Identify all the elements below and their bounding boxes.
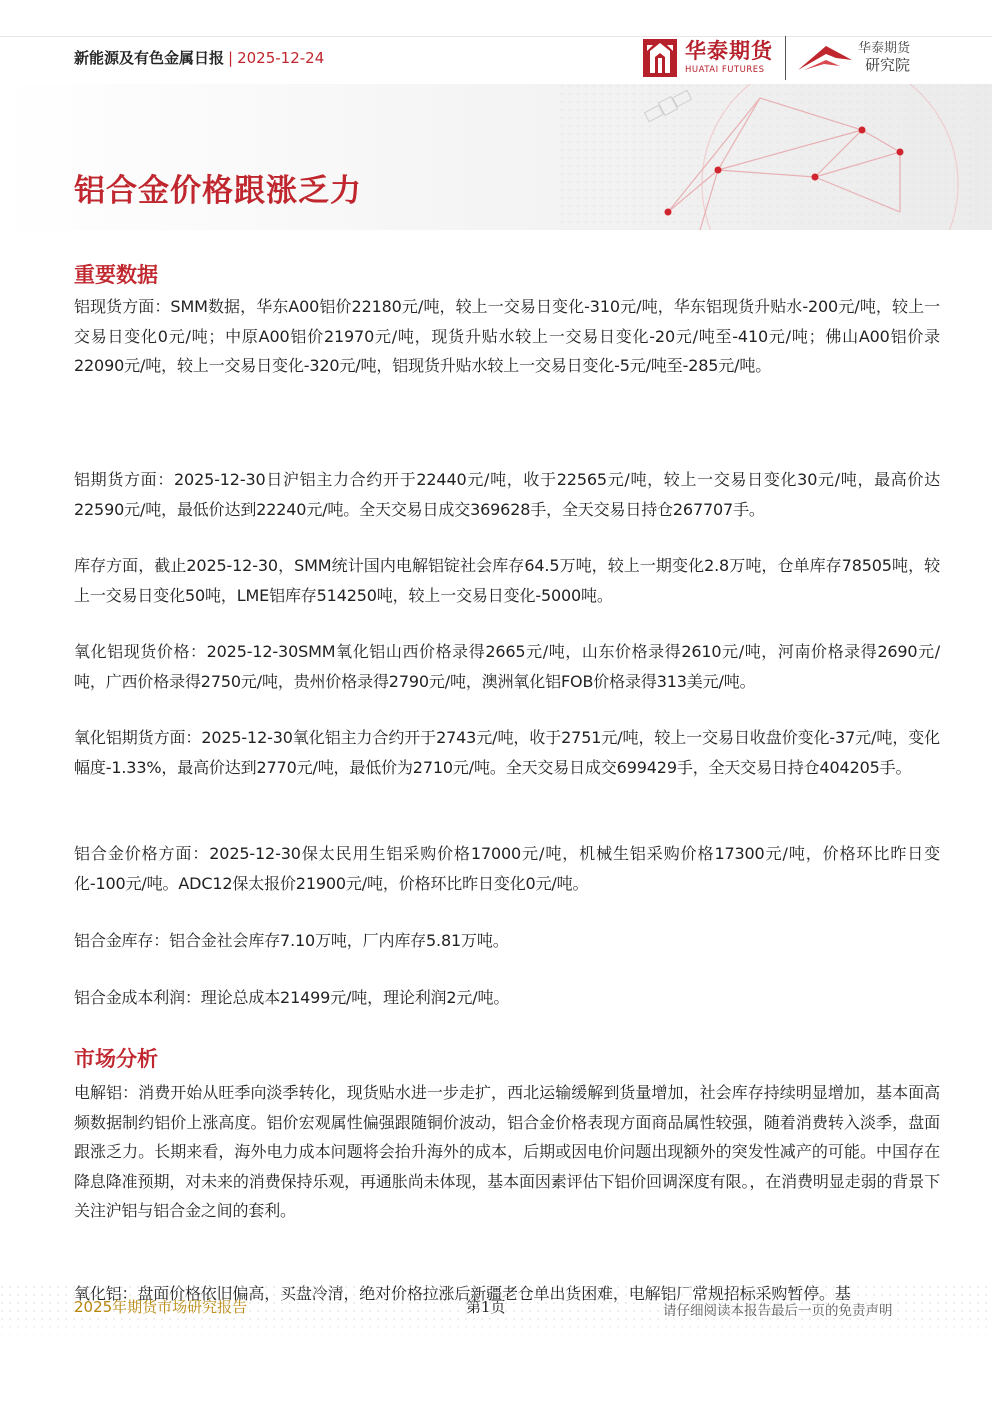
paragraph-text: 铝现货方面：SMM数据，华东A00铝价22180元/吨，较上一交易日变化-310元/吨，华东铝现货升贴水-200元/吨，较上一交易日变化0元/吨；中原A00铝价21970元/吨，现货升贴水较上一交易日变化-20元/吨至-410元/吨；佛山A00铝价录22090元/吨，较上一交易日变化-320元/吨，铝现货升贴水较上一交易日变化-5元/吨至-285元/吨。 [74,297,940,375]
paragraph-text: 氧化铝期货方面：2025-12-30氧化铝主力合约开于2743元/吨，收于2751元/吨，较上一交易日收盘价变化-37元/吨，变化幅度-1.33%，最高价达到2770元/吨，最低价为2710元/吨。全天交易日成交699429手，全天交易日持仓404205手。 [74,728,940,777]
brand-logo [643,36,910,80]
institute-wing-icon [796,40,854,76]
paragraph-alloy-inventory [74,926,940,956]
paragraph-alloy-profit [74,983,940,1013]
paragraph-text: 铝合金库存：铝合金社会库存7.10万吨，厂内库存5.81万吨。 [74,931,509,950]
brand-divider [785,36,786,80]
footer-disclaimer-note: 请仔细阅读本报告最后一页的免责声明 [663,1303,893,1319]
paragraph-text: 库存方面，截止2025-12-30，SMM统计国内电解铝锭社会库存64.5万吨，较上一期变化2.8万吨，仓单库存78505吨，较上一交易日变化50吨，LME铝库存514250吨，较上一交易日变化-5000吨。 [74,556,940,605]
footer-report-series: 2025年期货市场研究报告 [74,1298,248,1316]
paragraph-inventory [74,551,940,610]
paragraph-alumina-spot [74,637,940,696]
paragraph-alloy-price [74,839,940,898]
footer-page-number: 第1页 [466,1298,506,1316]
paragraph-aluminum-spot [74,292,940,381]
paragraph-text: 铝合金价格方面：2025-12-30保太民用生铝采购价格17000元/吨，机械生铝采购价格17300元/吨，价格环比昨日变化-100元/吨。ADC12保太报价21900元/吨，价格环比昨日变化0元/吨。 [74,844,940,893]
paragraph-text: 铝合金成本利润：理论总成本21499元/吨，理论利润2元/吨。 [74,988,510,1007]
section-heading-market-analysis: 市场分析 [74,1047,158,1071]
institute-logo [796,40,910,76]
report-name: 新能源及有色金属日报 [74,49,225,67]
paragraph-electrolytic-aluminum [74,1078,940,1226]
paragraph-alumina-futures [74,723,940,782]
section-heading-key-data: 重要数据 [74,263,158,287]
institute-line1: 华泰期货 [858,40,911,56]
paragraph-text: 氧化铝现货价格：2025-12-30SMM氧化铝山西价格录得2665元/吨，山东价格录得2610元/吨，河南价格录得2690元/吨，广西价格录得2750元/吨，贵州价格录得2790元/吨，澳洲氧化铝FOB价格录得313美元/吨。 [74,642,940,691]
paragraph-text: 电解铝：消费开始从旺季向淡季转化，现货贴水进一步走扩，西北运输缓解到货量增加，社会库存持续明显增加，基本面高频数据制约铝价上涨高度。铝价宏观属性偏强跟随铜价波动，铝合金价格表现方面商品属性较强，随着消费转入淡季，盘面跟涨乏力。长期来看，海外电力成本问题将会抬升海外的成本，后期或因电价问题出现额外的突发性减产的可能。中国存在降息降准预期，对未来的消费保持乐观，再通胀尚未体现，基本面因素评估下铝价回调深度有限。，在消费明显走弱的背景下关注沪铝与铝合金之间的套利。 [74,1083,940,1220]
institute-line2: 研究院 [865,55,911,74]
header-separator: | [228,49,234,67]
report-header [74,47,324,68]
report-date: 2025-12-24 [237,49,325,67]
brand-name-en: HUATAI FUTURES [685,65,765,76]
huatai-logo-icon [643,39,677,77]
brand-name-cn: 华泰期货 [685,39,773,64]
page-title: 铝合金价格跟涨乏力 [74,173,362,209]
paragraph-text: 铝期货方面：2025-12-30日沪铝主力合约开于22440元/吨，收于22565元/吨，较上一交易日变化30元/吨，最高价达22590元/吨，最低价达到22240元/吨。全天交易日成交369628手，全天交易日持仓267707手。 [74,470,940,519]
paragraph-aluminum-futures [74,465,940,524]
